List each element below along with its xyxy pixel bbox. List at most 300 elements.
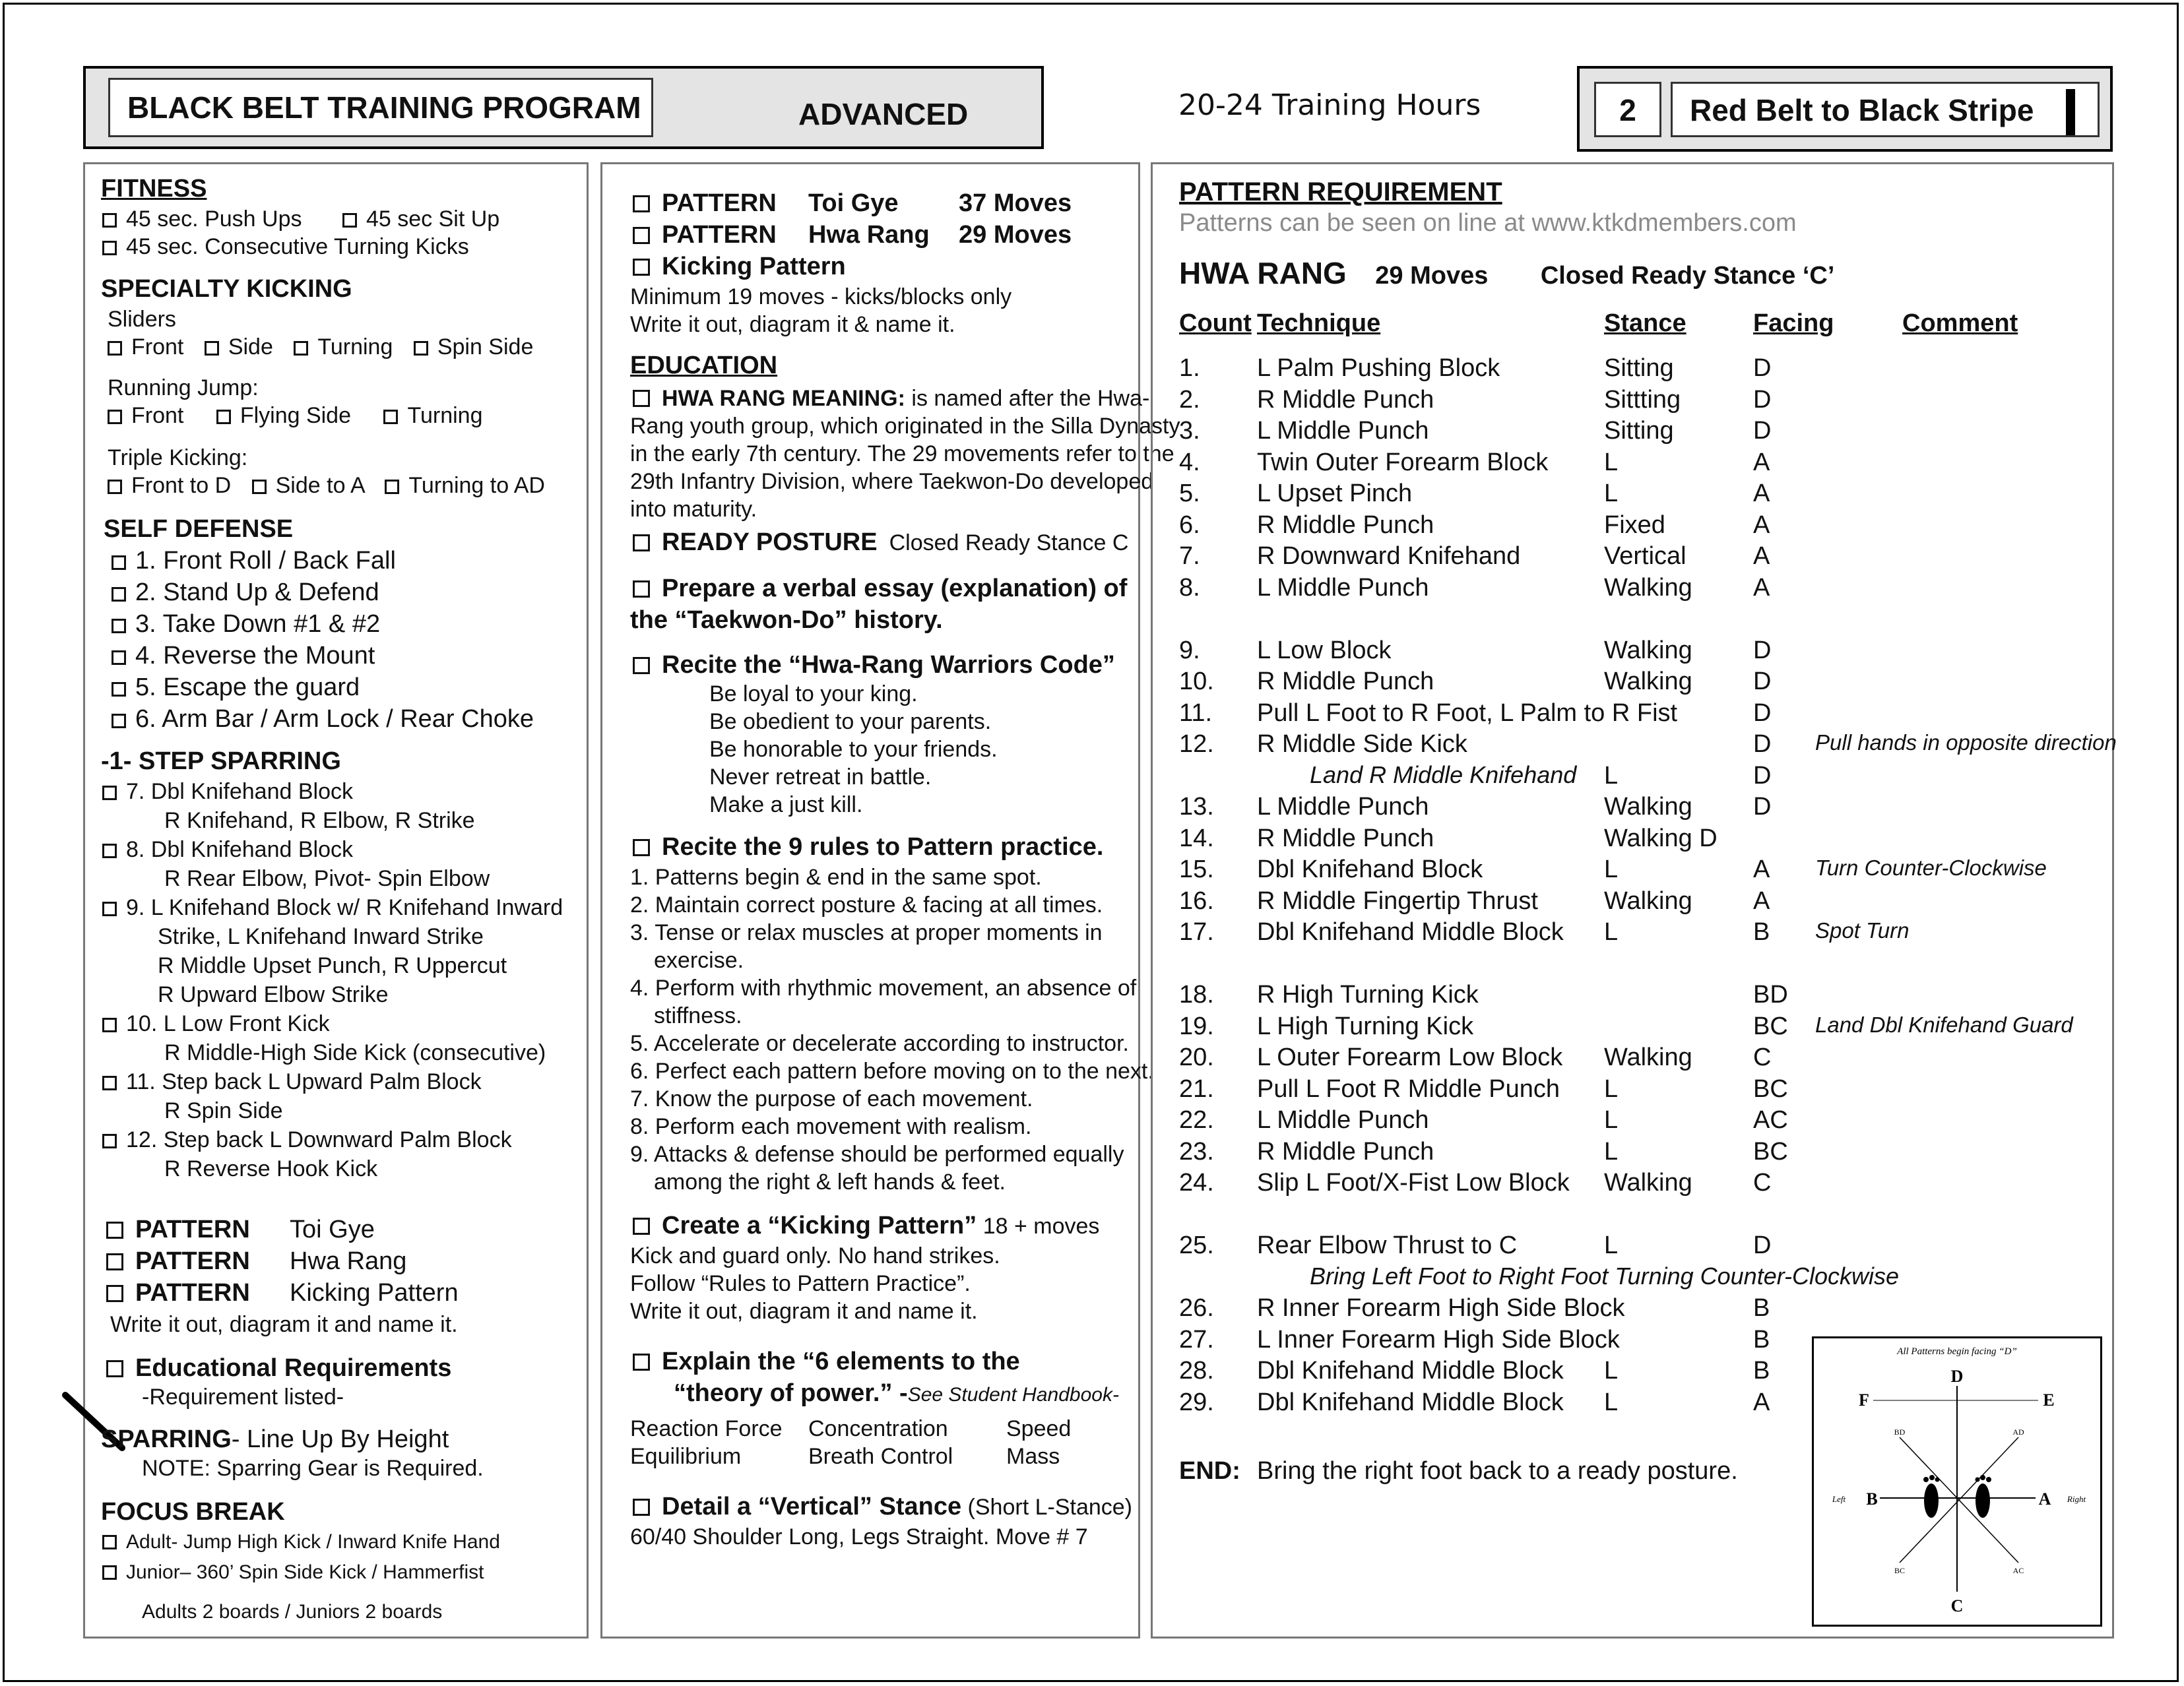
self-defense-item[interactable] — [112, 548, 396, 573]
item-label: 5. Escape the guard — [135, 673, 360, 701]
row-stance: Walking — [1604, 1044, 1692, 1071]
row-technique: Land R Middle Knifehand — [1310, 761, 1577, 788]
pattern-label: PATTERN — [135, 1216, 250, 1243]
vertical-sub: (Short L-Stance) — [961, 1495, 1132, 1520]
level-number: 2 — [1594, 82, 1661, 137]
sparring-item-11[interactable] — [102, 1071, 482, 1093]
edu-title: Educational Requirements — [135, 1354, 452, 1382]
checkbox-icon[interactable] — [102, 1535, 117, 1549]
item-label: 12. Step back L Downward Palm Block — [126, 1127, 512, 1152]
label-bc: BC — [1894, 1566, 1906, 1575]
checkbox-icon[interactable] — [102, 213, 117, 228]
row-technique: Dbl Knifehand Middle Block — [1257, 1388, 1564, 1416]
row-facing: AC — [1753, 1106, 1788, 1134]
row-stance: Walking — [1604, 573, 1692, 602]
checkbox-icon[interactable] — [108, 480, 122, 494]
pattern-name: Toi Gye — [290, 1216, 375, 1243]
pattern-label: PATTERN — [662, 189, 777, 217]
sparring-line: R Middle-High Side Kick (consecutive) — [164, 1040, 546, 1065]
rule-line: 6. Perfect each pattern before moving on to the next. — [630, 1059, 1154, 1084]
triple-kicking-label: Triple Kicking: — [108, 445, 248, 470]
row-technique: Twin Outer Forearm Block — [1257, 448, 1549, 476]
pattern-label: PATTERN — [135, 1279, 250, 1307]
pattern-moves: 29 Moves — [959, 221, 1072, 249]
row-stance: L — [1604, 1388, 1619, 1416]
element-item: Reaction Force — [630, 1416, 783, 1441]
row-count: 2. — [1179, 385, 1200, 414]
checkbox-icon[interactable] — [633, 227, 650, 244]
row-facing: B — [1753, 1325, 1770, 1354]
rule-line: exercise. — [654, 948, 744, 973]
checkbox-icon[interactable] — [108, 341, 122, 356]
self-defense-item[interactable] — [112, 611, 380, 637]
pattern-name: HWA RANG — [1179, 256, 1347, 290]
row-technique: L Outer Forearm Low Block — [1257, 1044, 1563, 1071]
rule-line: 9. Attacks & defense should be performed equally — [630, 1142, 1124, 1167]
option-turning-to-ad: Turning to AD — [408, 473, 545, 498]
checkbox-icon[interactable] — [106, 1222, 123, 1239]
row-count: 15. — [1179, 856, 1214, 883]
checkbox-icon[interactable] — [414, 341, 428, 356]
create-line: Kick and guard only. No hand strikes. — [630, 1243, 1000, 1268]
explain-reference: See Student Handbook- — [907, 1384, 1119, 1406]
checkbox-sit-up[interactable] — [342, 208, 499, 230]
row-count: 10. — [1179, 668, 1214, 695]
row-count: 18. — [1179, 981, 1214, 1009]
row-count: 24. — [1179, 1169, 1214, 1197]
pattern-name: Kicking Pattern — [290, 1279, 459, 1307]
belt-header — [1577, 66, 2113, 152]
sparring-line: Strike, L Knifehand Inward Strike — [158, 924, 484, 949]
row-facing: BC — [1753, 1012, 1788, 1040]
row-comment: Spot Turn — [1815, 918, 1910, 943]
element-item: Speed — [1006, 1416, 1072, 1441]
essay-line: Prepare a verbal essay (explanation) of — [662, 575, 1128, 602]
vertical-title: Detail a “Vertical” Stance — [662, 1493, 962, 1520]
row-count: 8. — [1179, 573, 1200, 602]
explain-line-2: “theory of power.” -See Student Handbook- — [674, 1379, 1119, 1407]
self-defense-item[interactable] — [112, 643, 375, 668]
explain-elements[interactable] — [633, 1349, 1020, 1374]
checkbox-icon[interactable] — [633, 657, 650, 674]
sparring-line-up — [101, 1427, 449, 1452]
sparring-line: R Spin Side — [164, 1098, 283, 1123]
option-flying-side: Flying Side — [240, 403, 352, 428]
checkbox-icon[interactable] — [633, 580, 650, 598]
checkbox-icon[interactable] — [112, 555, 126, 570]
pattern-name: Toi Gye — [808, 189, 899, 217]
element-item: Breath Control — [808, 1444, 953, 1469]
sparring-item-10[interactable] — [102, 1013, 330, 1035]
meaning-text: Rang youth group, which originated in the Silla Dynasty — [630, 414, 1180, 439]
checkbox-icon[interactable] — [108, 410, 122, 424]
row-count: 12. — [1179, 730, 1214, 758]
sliders-label: Sliders — [108, 307, 176, 332]
create-line: Follow “Rules to Pattern Practice”. — [630, 1271, 971, 1296]
focus-junior-label: Junior– 360’ Spin Side Kick / Hammerfist — [126, 1561, 484, 1583]
checkbox-icon[interactable] — [633, 534, 650, 551]
checkbox-icon[interactable] — [633, 195, 650, 212]
step-sparring-heading: -1- STEP SPARRING — [101, 747, 341, 775]
label-b: B — [1866, 1489, 1878, 1509]
row-count: 20. — [1179, 1044, 1214, 1071]
checkbox-icon[interactable] — [633, 839, 650, 856]
checkbox-icon[interactable] — [385, 480, 399, 494]
code-line: Be loyal to your king. — [709, 681, 918, 706]
label-bd: BD — [1894, 1427, 1906, 1437]
row-stance: L — [1604, 1075, 1619, 1103]
checkbox-icon[interactable] — [633, 1354, 650, 1371]
row-technique: Dbl Knifehand Middle Block — [1257, 1357, 1564, 1385]
checkbox-icon[interactable] — [106, 1253, 123, 1270]
checkbox-icon[interactable] — [633, 390, 650, 407]
checkbox-icon[interactable] — [342, 213, 357, 228]
option-front-to-d: Front to D — [131, 473, 232, 498]
row-facing: BC — [1753, 1075, 1788, 1103]
option-front: Front — [131, 334, 184, 359]
checkbox-icon[interactable] — [106, 1360, 123, 1377]
checkbox-icon[interactable] — [633, 259, 650, 276]
label-d: D — [1950, 1367, 1964, 1386]
checkbox-icon[interactable] — [102, 902, 117, 916]
create-line: Write it out, diagram it and name it. — [630, 1299, 978, 1324]
row-facing: D — [1753, 636, 1772, 664]
row-facing: B — [1753, 1357, 1770, 1385]
checkbox-icon[interactable] — [102, 241, 117, 255]
label-ac: AC — [2012, 1566, 2024, 1575]
header-technique: Technique — [1257, 309, 1381, 337]
checkbox-icon[interactable] — [102, 844, 117, 858]
belt-text: Red Belt to Black Stripe — [1690, 93, 2034, 127]
sparring-sub: - Line Up By Height — [231, 1425, 449, 1453]
checkbox-icon[interactable] — [252, 480, 267, 494]
label-e: E — [2043, 1390, 2055, 1410]
rule-line: 1. Patterns begin & end in the same spot. — [630, 865, 1042, 890]
row-stance: Sitting — [1604, 354, 1674, 382]
row-technique: R Inner Forearm High Side Block — [1257, 1294, 1625, 1322]
row-facing: C — [1753, 1044, 1772, 1071]
row-stance: Fixed — [1604, 511, 1665, 539]
row-technique: R Middle Fingertip Thrust — [1257, 887, 1538, 915]
row-count: 14. — [1179, 824, 1214, 852]
rule-line: 2. Maintain correct posture & facing at all times. — [630, 892, 1103, 918]
checkbox-icon[interactable] — [633, 1499, 650, 1516]
header-facing: Facing — [1753, 309, 1834, 337]
row-facing: A — [1753, 511, 1770, 539]
item-label: 3. Take Down #1 & #2 — [135, 610, 381, 638]
column-requirements — [83, 162, 589, 1639]
row-facing: D — [1753, 730, 1772, 758]
item-label: 4. Reverse the Mount — [135, 642, 375, 670]
row-stance: Walking — [1604, 636, 1692, 664]
checkbox-turning-kicks[interactable] — [102, 235, 469, 258]
warriors-code[interactable] — [633, 652, 1115, 677]
row-technique: L Palm Pushing Block — [1257, 354, 1500, 382]
option-turning: Turning — [317, 334, 393, 359]
label-a: A — [2038, 1489, 2051, 1509]
row-stance: Walking — [1604, 887, 1692, 915]
rule-line: 7. Know the purpose of each movement. — [630, 1086, 1033, 1111]
focus-junior[interactable] — [102, 1563, 484, 1582]
focus-adult[interactable] — [102, 1532, 500, 1552]
checkbox-icon[interactable] — [216, 410, 231, 424]
row-facing: A — [1753, 448, 1770, 476]
program-header — [83, 66, 1044, 149]
self-defense-item[interactable] — [112, 706, 534, 732]
program-title: BLACK BELT TRAINING PROGRAM — [108, 78, 653, 137]
pattern-hwa-rang[interactable] — [633, 222, 777, 247]
row-count: 21. — [1179, 1075, 1214, 1103]
end-label: END: — [1179, 1457, 1240, 1485]
row-count: 13. — [1179, 793, 1214, 821]
row-stance: L — [1604, 1232, 1619, 1259]
row-facing: D — [1753, 761, 1772, 790]
row-comment: Pull hands in opposite direction — [1815, 730, 2117, 755]
row-stance: Sitting — [1604, 417, 1674, 445]
focus-boards: Adults 2 boards / Juniors 2 boards — [142, 1601, 443, 1623]
kicking-pattern-note: Minimum 19 moves - kicks/blocks only — [630, 284, 1012, 309]
checkbox-icon[interactable] — [102, 1076, 117, 1090]
pattern-label: PATTERN — [662, 221, 777, 249]
sparring-item-8[interactable] — [102, 838, 353, 861]
checkbox-icon[interactable] — [102, 786, 117, 800]
row-count: 11. — [1179, 699, 1213, 727]
create-suffix: 18 + moves — [977, 1214, 1100, 1239]
education-heading: EDUCATION — [630, 352, 778, 379]
sparring-line: R Knifehand, R Elbow, R Strike — [164, 808, 475, 833]
row-technique: L Low Block — [1257, 636, 1392, 664]
create-title: Create a “Kicking Pattern” — [662, 1212, 977, 1239]
black-stripe — [2066, 89, 2075, 135]
code-line: Make a just kill. — [709, 792, 863, 817]
item-label: 2. Stand Up & Defend — [135, 578, 379, 606]
row-count: 3. — [1179, 417, 1200, 445]
code-line: Be honorable to your friends. — [709, 737, 998, 762]
row-stance: L — [1604, 480, 1619, 507]
row-technique: R Middle Side Kick — [1257, 730, 1467, 758]
educational-requirements[interactable] — [106, 1356, 451, 1381]
pattern-row-toi-gye[interactable] — [106, 1217, 250, 1242]
rule-line: 8. Perform each movement with realism. — [630, 1114, 1032, 1139]
running-jump-options — [108, 404, 483, 427]
row-facing: A — [1753, 1388, 1770, 1416]
code-title: Recite the “Hwa-Rang Warriors Code” — [662, 651, 1115, 679]
row-count: 16. — [1179, 887, 1214, 915]
online-note: Patterns can be seen on line at www.ktkdmembers.com — [1179, 209, 1797, 237]
checkbox-push-ups[interactable] — [102, 208, 302, 230]
row-technique: R High Turning Kick — [1257, 981, 1479, 1009]
item-label: 9. L Knifehand Block w/ R Knifehand Inward — [126, 895, 563, 920]
checkbox-icon[interactable] — [102, 1018, 117, 1032]
checkbox-icon[interactable] — [112, 587, 126, 602]
pattern-toi-gye[interactable] — [633, 191, 777, 216]
pattern-moves: 29 Moves — [1375, 262, 1489, 290]
sparring-line: R Middle Upset Punch, R Uppercut — [158, 953, 507, 978]
checkbox-icon[interactable] — [106, 1285, 123, 1302]
sparring-line: R Rear Elbow, Pivot- Spin Elbow — [164, 866, 490, 891]
vertical-line: 60/40 Shoulder Long, Legs Straight. Move # 7 — [630, 1524, 1088, 1549]
pattern-name: Hwa Rang — [808, 221, 930, 249]
header-stance: Stance — [1604, 309, 1686, 337]
facing-diagram-svg — [1814, 1338, 2100, 1625]
rule-line: stiffness. — [654, 1003, 742, 1028]
level-label: ADVANCED — [798, 97, 969, 131]
rules-title: Recite the 9 rules to Pattern practice. — [662, 833, 1104, 861]
item-label: 6. Arm Bar / Arm Lock / Rear Choke — [135, 705, 534, 733]
row-facing: D — [1753, 668, 1772, 695]
row-count: 4. — [1179, 448, 1200, 476]
option-front: Front — [131, 403, 184, 428]
nine-rules[interactable] — [633, 834, 1103, 859]
item-label: 10. L Low Front Kick — [126, 1011, 330, 1036]
belt-title — [1671, 82, 2100, 137]
running-jump-label: Running Jump: — [108, 375, 259, 400]
row-stance: Walking — [1604, 668, 1692, 695]
meaning-text: into maturity. — [630, 497, 757, 522]
focus-adult-label: Adult- Jump High Kick / Inward Knife Hand — [126, 1531, 500, 1553]
option-side: Side — [228, 334, 273, 359]
meaning-text: is named after the Hwa- — [905, 386, 1150, 411]
checkbox-icon[interactable] — [102, 1565, 117, 1580]
kicking-pattern-label: Kicking Pattern — [662, 253, 846, 280]
row-stance: Sittting — [1604, 385, 1681, 414]
label-ad: AD — [2012, 1427, 2024, 1437]
row-stance: L — [1604, 1106, 1619, 1134]
row-technique: L Inner Forearm High Side Block — [1257, 1325, 1620, 1354]
code-line: Never retreat in battle. — [709, 765, 932, 790]
row-count: 9. — [1179, 636, 1200, 664]
row-technique: R Middle Punch — [1257, 385, 1434, 414]
row-stance: L — [1604, 448, 1619, 476]
ready-posture[interactable] — [633, 530, 1128, 555]
item-label: 8. Dbl Knifehand Block — [126, 837, 353, 862]
kicking-pattern[interactable] — [633, 254, 846, 279]
header-count: Count — [1179, 309, 1252, 337]
sit-up-label: 45 sec Sit Up — [366, 206, 500, 232]
sparring-line: R Upward Elbow Strike — [158, 982, 389, 1007]
pattern-row-hwa-rang[interactable] — [106, 1249, 250, 1274]
row-facing: D — [1753, 385, 1772, 414]
row-technique: R Middle Punch — [1257, 511, 1434, 539]
pattern-stance: Closed Ready Stance ‘C’ — [1540, 262, 1835, 290]
vertical-stance[interactable] — [633, 1494, 1132, 1519]
row-facing: B — [1753, 918, 1770, 946]
row-technique: Slip L Foot/X-Fist Low Block — [1257, 1169, 1570, 1197]
row-facing: BC — [1753, 1137, 1788, 1166]
row-count: 19. — [1179, 1012, 1214, 1040]
facing-diagram — [1812, 1336, 2102, 1627]
checkbox-icon[interactable] — [294, 341, 308, 356]
diagram-caption: All Patterns begin facing “D” — [1897, 1346, 2017, 1357]
rule-line: 3. Tense or relax muscles at proper moments in — [630, 920, 1103, 945]
training-hours: 20-24 Training Hours — [1178, 88, 1481, 122]
row-comment: Land Dbl Knifehand Guard — [1815, 1012, 2073, 1037]
end-text: Bring the right foot back to a ready posture. — [1257, 1457, 1738, 1485]
row-stance: Walking D — [1604, 824, 1718, 852]
row-facing: BD — [1753, 981, 1788, 1009]
checkbox-icon[interactable] — [383, 410, 398, 424]
checkbox-icon[interactable] — [112, 650, 126, 665]
pattern-label: PATTERN — [135, 1247, 250, 1275]
row-facing: A — [1753, 480, 1770, 507]
self-defense-item[interactable] — [112, 580, 379, 605]
row-technique: Dbl Knifehand Block — [1257, 856, 1483, 883]
row-stance: Walking — [1604, 1169, 1692, 1197]
footprint-right-icon — [1975, 1475, 1992, 1518]
option-turning: Turning — [407, 403, 483, 428]
row-facing: A — [1753, 542, 1770, 570]
row-count: 27. — [1179, 1325, 1214, 1354]
sparring-item-12[interactable] — [102, 1129, 512, 1151]
label-right: Right — [2067, 1494, 2086, 1504]
sparring-item-9[interactable] — [102, 896, 563, 919]
specialty-kicking-heading: SPECIALTY KICKING — [101, 275, 352, 303]
row-stance: L — [1604, 856, 1619, 883]
sparring-line: R Reverse Hook Kick — [164, 1156, 378, 1181]
sparring-gear-note: NOTE: Sparring Gear is Required. — [142, 1456, 484, 1481]
rule-line: among the right & left hands & feet. — [654, 1170, 1006, 1195]
rule-line: 5. Accelerate or decelerate according to instructor. — [630, 1031, 1129, 1056]
verbal-essay[interactable] — [633, 576, 1127, 601]
checkbox-icon[interactable] — [112, 682, 126, 697]
row-facing: D — [1753, 1232, 1772, 1259]
create-kicking-pattern[interactable] — [633, 1213, 1099, 1238]
sparring-title: SPARRING — [101, 1425, 232, 1453]
label-c: C — [1950, 1596, 1964, 1615]
row-facing: D — [1753, 417, 1772, 445]
sparring-item-7[interactable] — [102, 780, 353, 803]
row-stance: Walking — [1604, 793, 1692, 821]
kicking-pattern-note: Write it out, diagram it & name it. — [630, 312, 955, 337]
checkbox-icon[interactable] — [205, 341, 219, 356]
row-technique: L Middle Punch — [1257, 417, 1429, 445]
checkbox-icon[interactable] — [112, 619, 126, 633]
triple-kicking-options — [108, 474, 545, 497]
row-facing: D — [1753, 699, 1772, 727]
row-technique: Pull L Foot R Middle Punch — [1257, 1075, 1560, 1103]
column-patterns-education — [600, 162, 1180, 1639]
row-technique: L Middle Punch — [1257, 573, 1429, 602]
row-count: 17. — [1179, 918, 1214, 946]
checkbox-icon[interactable] — [633, 1218, 650, 1235]
meaning-text: in the early 7th century. The 29 movements refer to the — [630, 441, 1174, 466]
label-left: Left — [1832, 1494, 1846, 1504]
row-technique: R Middle Punch — [1257, 1137, 1434, 1166]
row-technique: Dbl Knifehand Middle Block — [1257, 918, 1564, 946]
self-defense-item[interactable] — [112, 675, 360, 700]
row-technique: Pull L Foot to R Foot, L Palm to R Fist — [1257, 699, 1678, 727]
hwa-rang-meaning[interactable] — [633, 387, 1149, 410]
pattern-title-row — [1179, 258, 1834, 288]
pattern-row-kicking[interactable] — [106, 1280, 250, 1305]
row-technique: L Middle Punch — [1257, 1106, 1429, 1134]
explain-line: “theory of power.” — [674, 1379, 893, 1407]
pattern-note: Write it out, diagram it and name it. — [110, 1312, 458, 1337]
fitness-heading: FITNESS — [101, 175, 207, 203]
focus-break-heading: FOCUS BREAK — [101, 1498, 285, 1526]
pattern-name: Hwa Rang — [290, 1247, 407, 1275]
element-item: Equilibrium — [630, 1444, 742, 1469]
row-technique: L High Turning Kick — [1257, 1012, 1474, 1040]
item-label: 11. Step back L Upward Palm Block — [126, 1069, 482, 1094]
option-side-to-a: Side to A — [275, 473, 364, 498]
element-item: Mass — [1006, 1444, 1060, 1469]
row-technique: Rear Elbow Thrust to C — [1257, 1232, 1518, 1259]
row-count: 5. — [1179, 480, 1200, 507]
checkbox-icon[interactable] — [112, 714, 126, 728]
checkbox-icon[interactable] — [102, 1134, 117, 1148]
push-ups-label: 45 sec. Push Ups — [126, 206, 302, 232]
